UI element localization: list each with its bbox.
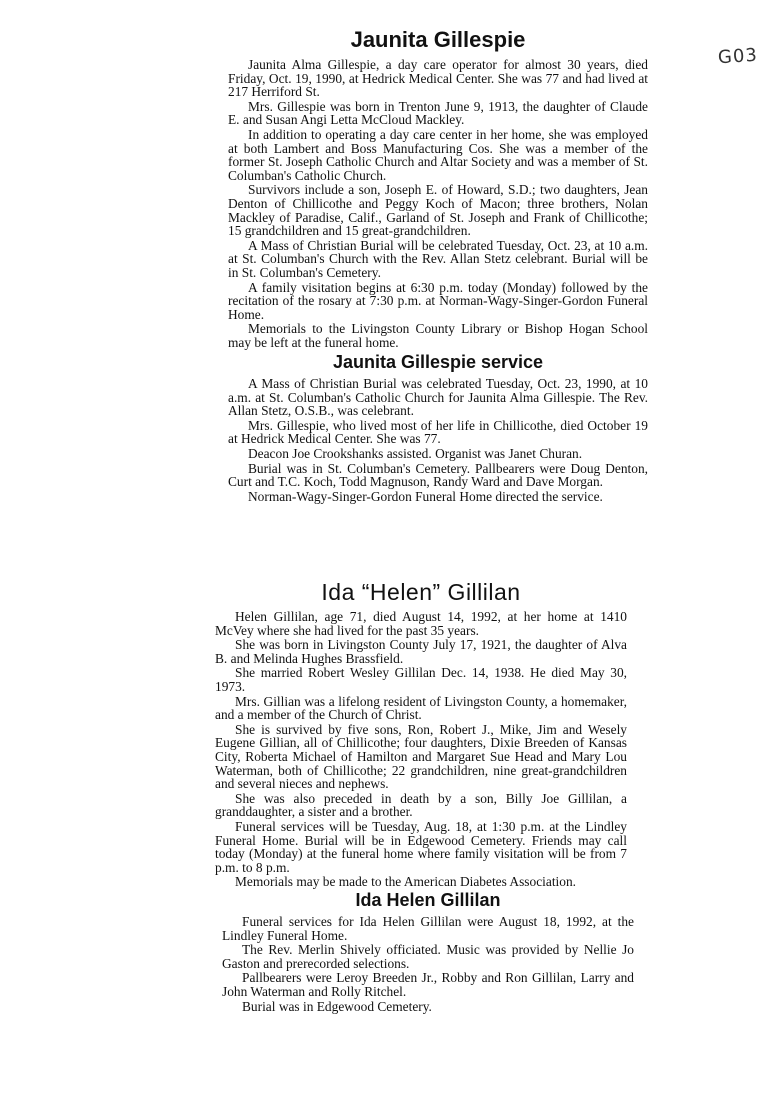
paragraph: She was also preceded in death by a son, Billy Joe Gillilan, a granddaughter, a sister and a brother. <box>215 790 627 820</box>
paragraph: Burial was in Edgewood Cemetery. <box>242 998 432 1014</box>
paragraph: In addition to operating a day care center in her home, she was employed at both Lambert and Boss Manufacturing Cos. She was a member of the former St. Joseph Catholic Church and Altar Society and was a member of St. Columban's Catholic Church. <box>228 126 648 183</box>
paragraph: A Mass of Christian Burial was celebrated Tuesday, Oct. 23, 1990, at 10 a.m. at St. Columban's Catholic Church for Jaunita Alma Gillespie. The Rev. Allan Stetz, O.S.B., was celebrant. <box>228 376 648 419</box>
paragraph: A family visitation begins at 6:30 p.m. today (Monday) followed by the recitation of the rosary at 7:30 p.m. at Norman-Wagy-Singer-Gordon Funeral Home. <box>228 279 648 322</box>
paragraph: Memorials to the Livingston County Library or Bishop Hogan School may be left at the funeral home. <box>228 321 648 350</box>
paragraph: She was born in Livingston County July 17, 1921, the daughter of Alva B. and Melinda Hughes Brassfield. <box>215 637 627 666</box>
paragraph: She married Robert Wesley Gillilan Dec. 14, 1938. He died May 30, 1973. <box>215 665 627 694</box>
paragraph: Mrs. Gillespie, who lived most of her life in Chillicothe, died October 19 at Hedrick Medical Center. She was 77. <box>228 417 648 447</box>
headline: Ida Helen Gillilan <box>355 890 501 910</box>
service-clipping-gillespie <box>228 352 648 504</box>
paragraph: Deacon Joe Crookshanks assisted. Organist was Janet Churan. <box>248 445 583 461</box>
obituary-clipping-gillilan <box>215 580 627 890</box>
paragraph: Survivors include a son, Joseph E. of Howard, S.D.; two daughters, Jean Denton of Chillicothe and Peggy Koch of Macon; three brothers, Nolan Mackley of Paradise, Calif., Garland of St. Joseph and Frank of Chillicothe; 15 grandchildren and 15 great-grandchildren. <box>228 182 648 239</box>
headline: Jaunita Gillespie service <box>332 352 544 372</box>
paragraph: She is survived by five sons, Ron, Robert J., Mike, Jim and Wesely Eugene Gillian, all of Chillicothe; four daughters, Dixie Breeden of Kansas City, Roberta Michael of Hamilton and Margaret Sue Head and Mary Lou Waterman, both of Chillicothe; 22 grandchildren, nine great-grandchildren and several nieces and nephews. <box>215 721 627 792</box>
paragraph: Memorials may be made to the American Diabetes Association. <box>235 874 576 890</box>
paragraph: Mrs. Gillespie was born in Trenton June 9, 1913, the daughter of Claude E. and Susan Angi Letta McCloud Mackley. <box>228 98 648 128</box>
handwritten-page-code: G03 <box>717 44 759 69</box>
paragraph: Mrs. Gillian was a lifelong resident of Livingston County, a homemaker, and a member of the Church of Christ. <box>215 693 627 723</box>
paragraph: Jaunita Alma Gillespie, a day care operator for almost 30 years, died Friday, Oct. 19, 1990, at Hedrick Medical Center. She was 77 and had lived at 217 Herriford St. <box>228 57 648 100</box>
obituary-clipping-gillespie <box>228 28 648 350</box>
headline: Ida “Helen” Gillilan <box>321 579 521 605</box>
paragraph: Pallbearers were Leroy Breeden Jr., Robby and Ron Gillilan, Larry and John Waterman and Rolly Ritchel. <box>222 970 634 999</box>
paragraph: The Rev. Merlin Shively officiated. Music was provided by Nellie Jo Gaston and prerecorded selections. <box>222 942 634 971</box>
headline: Jaunita Gillespie <box>350 27 526 52</box>
paragraph: Helen Gillilan, age 71, died August 14, 1992, at her home at 1410 McVey where she had lived for the past 35 years. <box>215 609 627 638</box>
service-clipping-gillilan <box>222 890 634 1014</box>
paragraph: Funeral services for Ida Helen Gillilan were August 18, 1992, at the Lindley Funeral Home. <box>222 914 634 943</box>
paragraph: A Mass of Christian Burial will be celebrated Tuesday, Oct. 23, at 10 a.m. at St. Columban's Church with the Rev. Allan Stetz celebrant. Burial will be in St. Columban's Cemetery. <box>228 237 648 280</box>
paragraph: Funeral services will be Tuesday, Aug. 18, at 1:30 p.m. at the Lindley Funeral Home. Burial will be in Edgewood Cemetery. Friends may call today (Monday) at the funeral home where family visitation will be from 7 p.m. to 8 p.m. <box>215 818 627 875</box>
paragraph: Norman-Wagy-Singer-Gordon Funeral Home directed the service. <box>248 488 603 504</box>
paragraph: Burial was in St. Columban's Cemetery. Pallbearers were Doug Denton, Curt and T.C. Koch, Todd Magnuson, Randy Ward and Dave Morgan. <box>228 460 648 490</box>
